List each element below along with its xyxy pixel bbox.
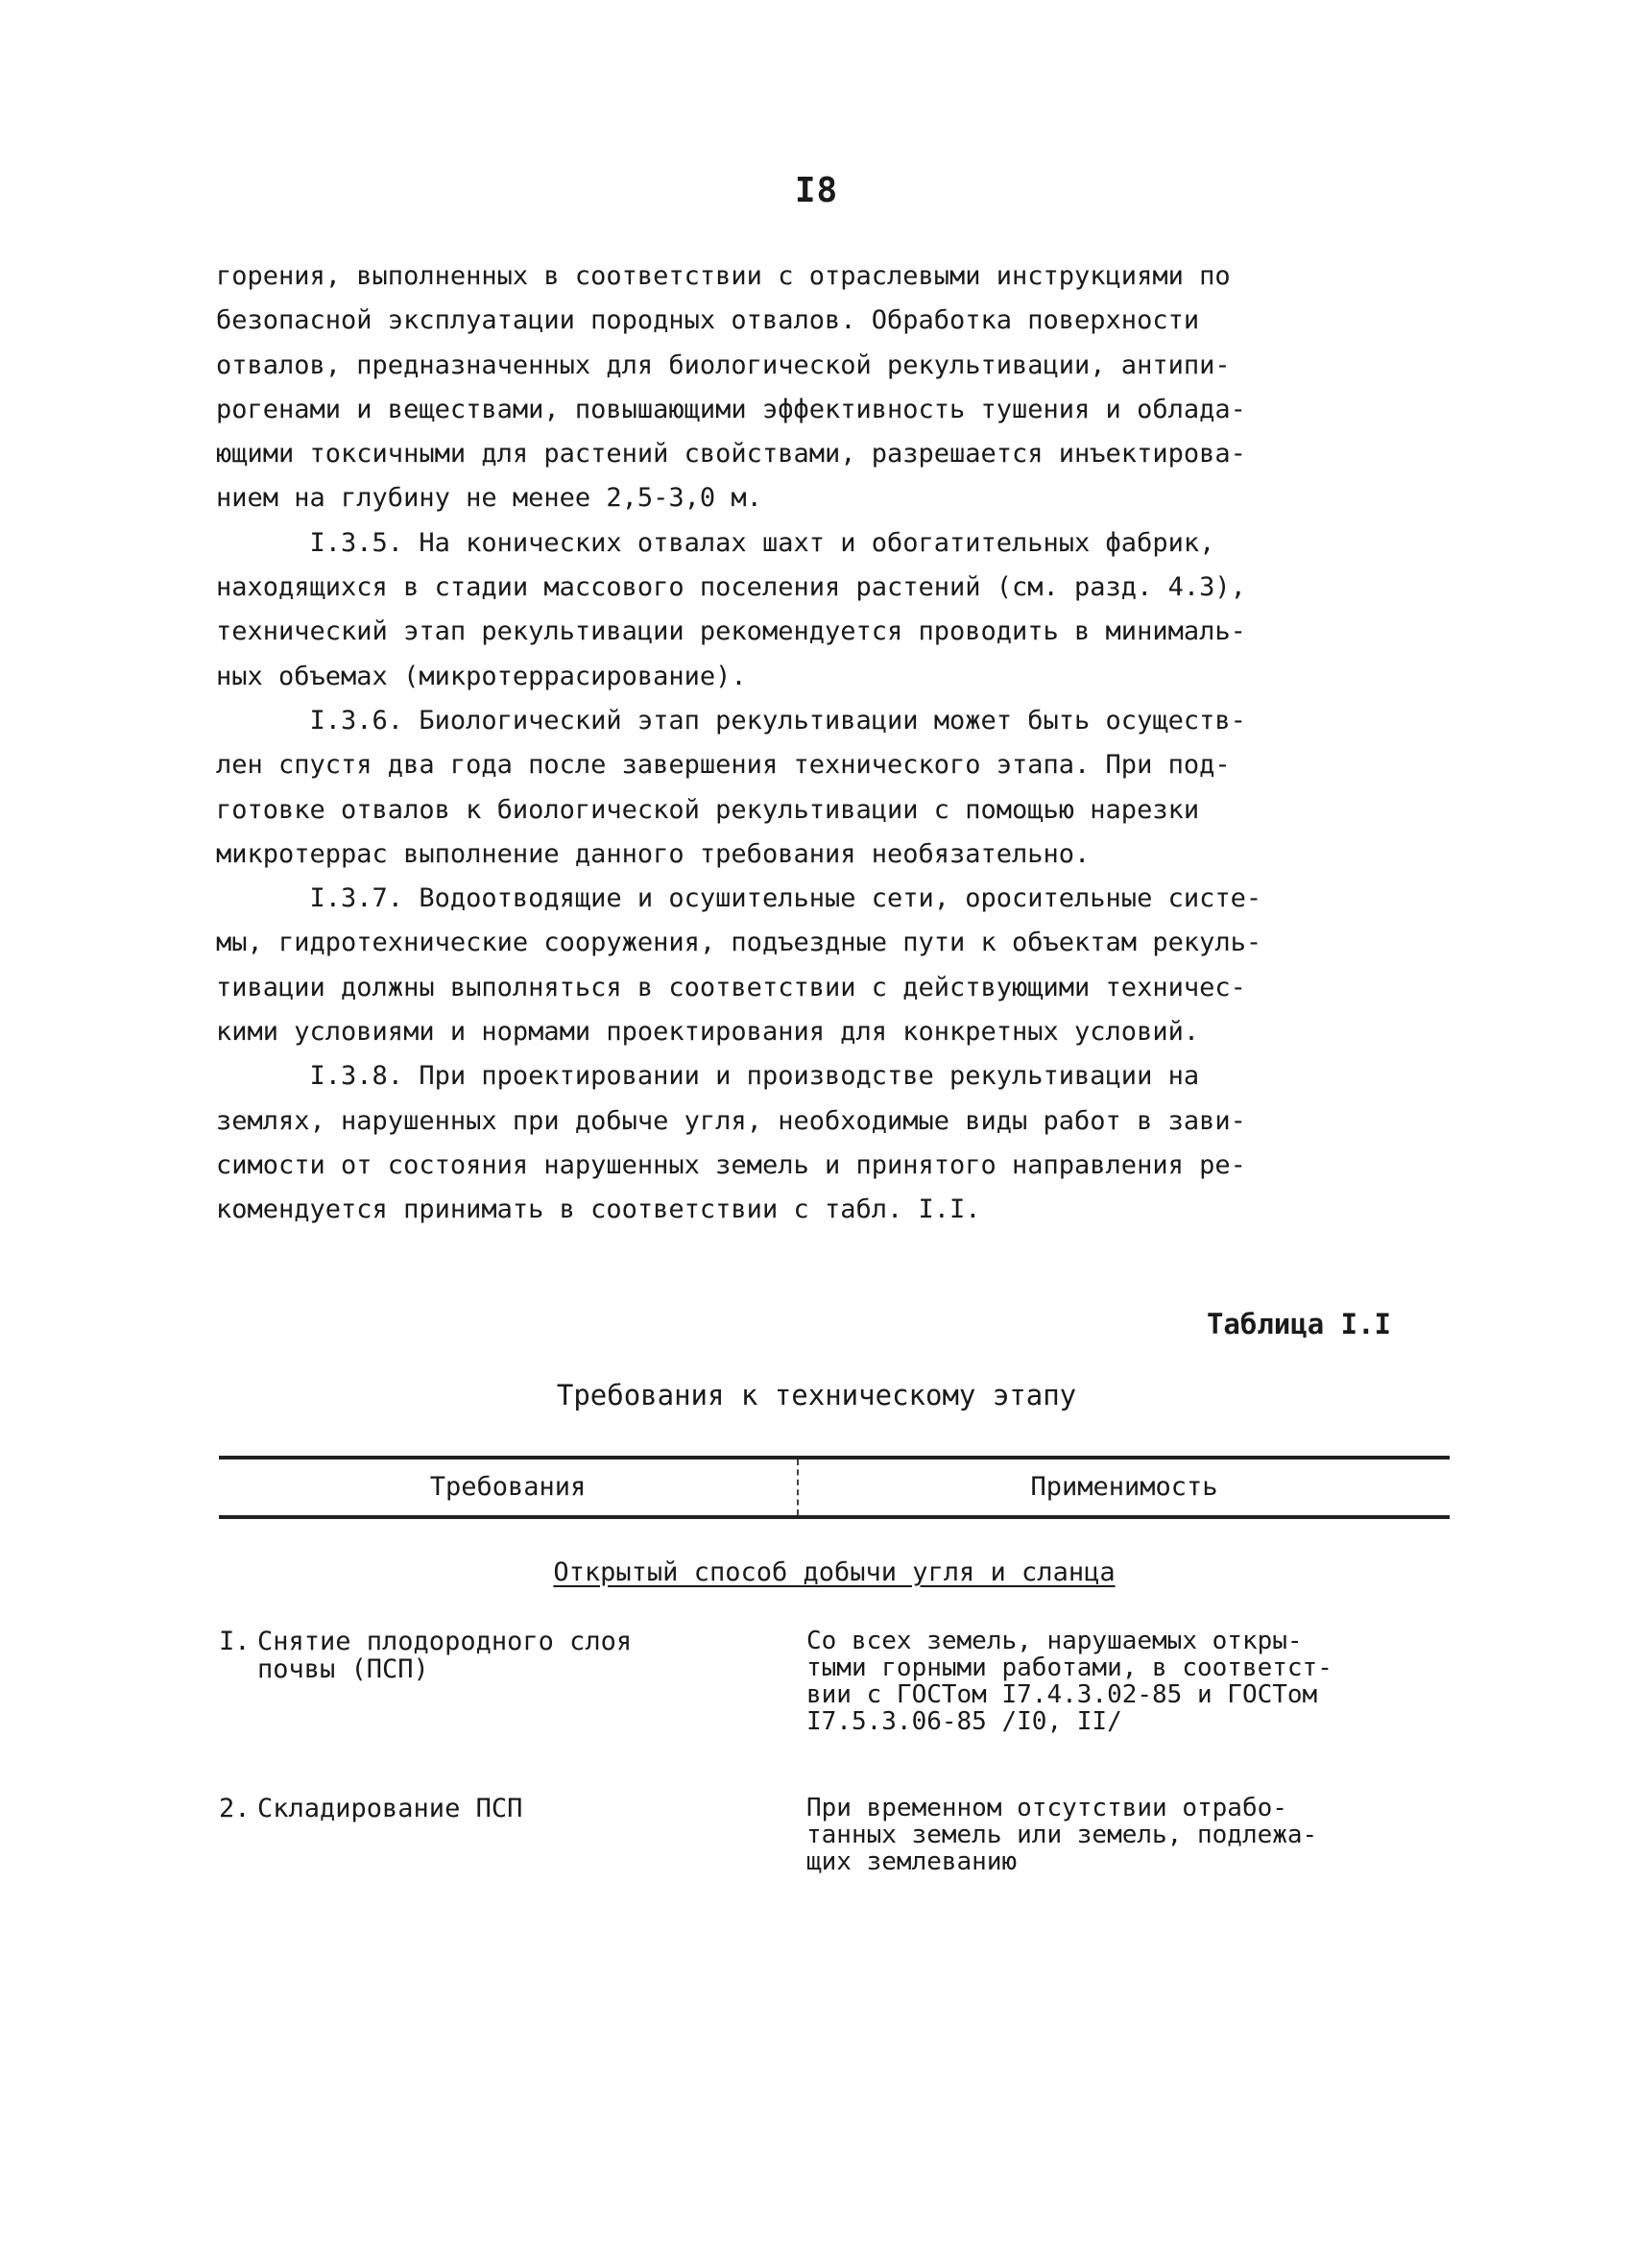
table-title: Требования к техническому этапу <box>556 1379 1077 1411</box>
body-line: мы, гидротехнические сооружения, подъездные пути к объектам рекуль- <box>216 928 1262 958</box>
table-row <box>219 1795 1450 1875</box>
body-line: микротеррас выполнение данного требования необязательно. <box>216 838 1091 869</box>
table-row <box>219 1628 1450 1735</box>
body-line: лен спустя два года после завершения технического этапа. При под- <box>216 750 1231 781</box>
header-requirements: Требования <box>429 1472 587 1502</box>
requirement-line: Снятие плодородного слоя <box>257 1627 633 1656</box>
header-applicability: Применимость <box>797 1460 1450 1515</box>
applicability-line: танных земель или земель, подлежа- <box>806 1821 1318 1849</box>
body-line: I.3.7. Водоотводящие и осушительные сети, оросительные систе- <box>216 883 1262 914</box>
applicability-line: вии с ГОСТом I7.4.3.02-85 и ГОСТом <box>806 1680 1318 1709</box>
body-line: тивации должны выполняться в соответствии с действующими техничес- <box>216 972 1246 1002</box>
body-line: готовке отвалов к биологической рекультивации с помощью нарезки <box>216 794 1200 825</box>
section-heading-text: Открытый способ добычи угля и сланца <box>553 1557 1116 1587</box>
page-number: I8 <box>794 171 839 210</box>
requirement-cell <box>219 1795 797 1875</box>
body-line: I.3.5. На конических отвалах шахт и обогатительных фабрик, <box>216 527 1215 558</box>
body-line: I.3.8. При проектировании и производстве рекультивации на <box>216 1061 1200 1092</box>
applicability-cell <box>797 1628 1450 1735</box>
body-line: горения, выполненных в соответствии с отраслевыми инструкциями по <box>216 261 1231 291</box>
section-heading <box>219 1557 1450 1587</box>
body-line: отвалов, предназначенных для биологической рекультивации, антипи- <box>216 350 1231 380</box>
requirement-text <box>257 1795 776 1822</box>
requirements-table <box>219 1456 1450 1875</box>
requirement-line: почвы (ПСП) <box>257 1654 429 1684</box>
applicability-line: Со всех земель, нарушаемых откры- <box>806 1627 1303 1655</box>
body-line: ющими токсичными для растений свойствами, разрешается инъектирова- <box>216 439 1246 470</box>
requirement-text <box>257 1628 776 1683</box>
body-line: безопасной эксплуатации породных отвалов. Обработка поверхности <box>216 305 1200 336</box>
requirement-cell <box>219 1628 797 1735</box>
applicability-line: I7.5.3.06-85 /I0, II/ <box>806 1707 1122 1736</box>
body-line: комендуется принимать в соответствии с табл. I.I. <box>216 1194 981 1225</box>
body-text <box>216 254 1450 1233</box>
applicability-line: При временном отсутствии отрабо- <box>806 1794 1287 1822</box>
body-line: нием на глубину не менее 2,5-3,0 м. <box>216 483 762 514</box>
applicability-line: щих землеванию <box>806 1847 1018 1876</box>
requirement-line: Складирование ПСП <box>257 1794 523 1823</box>
table-caption: Таблица I.I <box>1206 1308 1391 1340</box>
table-header <box>219 1456 1450 1519</box>
applicability-line: тыми горными работами, в соответст- <box>806 1653 1333 1682</box>
row-number: I. <box>219 1627 251 1656</box>
body-line: кими условиями и нормами проектирования для конкретных условий. <box>216 1017 1200 1048</box>
body-line: ных объемах (микротеррасирование). <box>216 661 747 691</box>
row-number: 2. <box>219 1794 251 1823</box>
body-line: землях, нарушенных при добыче угля, необходимые виды работ в зави- <box>216 1105 1246 1136</box>
body-line: находящихся в стадии массового поселения растений (см. разд. 4.3), <box>216 572 1246 603</box>
body-line: технический этап рекультивации рекомендуется проводить в минималь- <box>216 616 1246 647</box>
applicability-cell <box>797 1795 1450 1875</box>
body-line: симости от состояния нарушенных земель и принятого направления ре- <box>216 1149 1246 1180</box>
body-line: I.3.6. Биологический этап рекультивации может быть осуществ- <box>216 705 1246 736</box>
body-line: рогенами и веществами, повышающими эффективность тушения и облада- <box>216 394 1246 424</box>
